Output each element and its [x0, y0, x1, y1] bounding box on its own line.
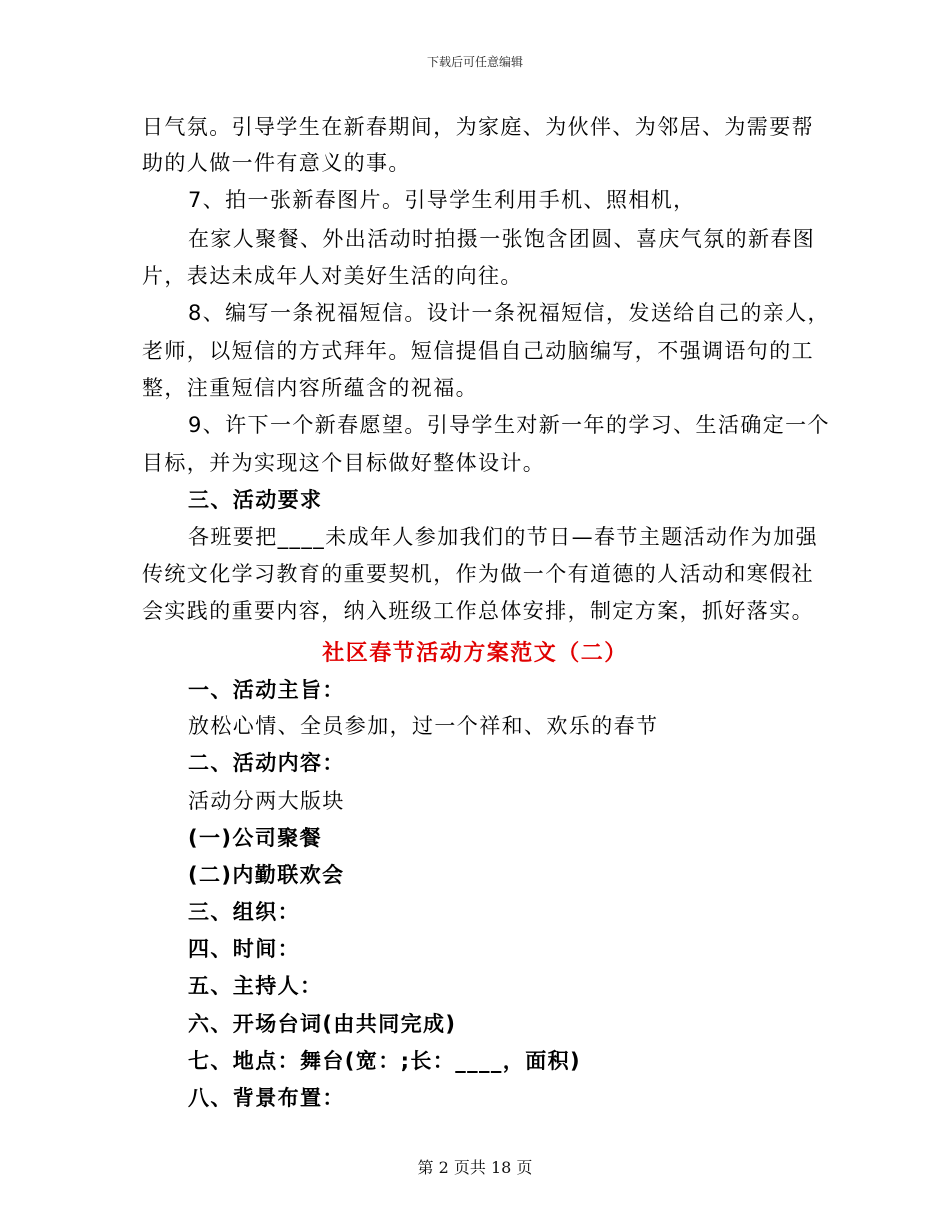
paragraph-line: 活动分两大版块	[188, 789, 345, 813]
item-7-heading: 7、拍一张新春图片。引导学生利用手机、照相机，	[188, 188, 696, 212]
paragraph-line: 助的人做一件有意义的事。	[142, 151, 411, 175]
paragraph-line: 放松心情、全员参加，过一个祥和、欢乐的春节	[188, 714, 659, 738]
paragraph-line: 整，注重短信内容所蕴含的祝福。	[142, 376, 478, 400]
section-heading-requirements: 三、活动要求	[188, 488, 323, 512]
item-9-heading: 9、许下一个新春愿望。引导学生对新一年的学习、生活确定一个	[188, 413, 830, 437]
list-item: (一)公司聚餐	[188, 826, 322, 850]
page-header: 下载后可任意编辑	[426, 55, 523, 69]
heading-content: 二、活动内容：	[188, 751, 345, 775]
heading-venue: 七、地点：舞台(宽：;长：____，面积)	[188, 1049, 581, 1073]
paragraph-line: 日气氛。引导学生在新春期间，为家庭、为伙伴、为邻居、为需要帮	[142, 115, 814, 139]
heading-background: 八、背景布置：	[188, 1086, 345, 1110]
item-8-heading: 8、编写一条祝福短信。设计一条祝福短信，发送给自己的亲人，	[188, 301, 830, 325]
heading-time: 四、时间：	[188, 937, 300, 961]
heading-organization: 三、组织：	[188, 900, 300, 924]
paragraph-line: 老师，以短信的方式拜年。短信提倡自己动脑编写，不强调语句的工	[142, 339, 814, 363]
page-footer: 第 2 页共 18 页	[417, 1158, 533, 1177]
heading-purpose: 一、活动主旨：	[188, 678, 345, 702]
paragraph-line: 各班要把____未成年人参加我们的节日—春节主题活动作为加强	[188, 525, 818, 549]
paragraph-line: 传统文化学习教育的重要契机，作为做一个有道德的人活动和寒假社	[142, 562, 814, 586]
section-title: 社区春节活动方案范文（二）	[322, 641, 628, 666]
heading-opening: 六、开场台词(由共同完成)	[188, 1012, 457, 1036]
list-item: (二)内勤联欢会	[188, 863, 345, 887]
paragraph-line: 会实践的重要内容，纳入班级工作总体安排，制定方案，抓好落实。	[142, 599, 814, 623]
heading-host: 五、主持人：	[188, 974, 323, 998]
paragraph-line: 片，表达未成年人对美好生活的向往。	[142, 264, 523, 288]
paragraph-line: 在家人聚餐、外出活动时拍摄一张饱含团圆、喜庆气氛的新春图	[188, 227, 816, 251]
paragraph-line: 目标，并为实现这个目标做好整体设计。	[142, 451, 546, 475]
